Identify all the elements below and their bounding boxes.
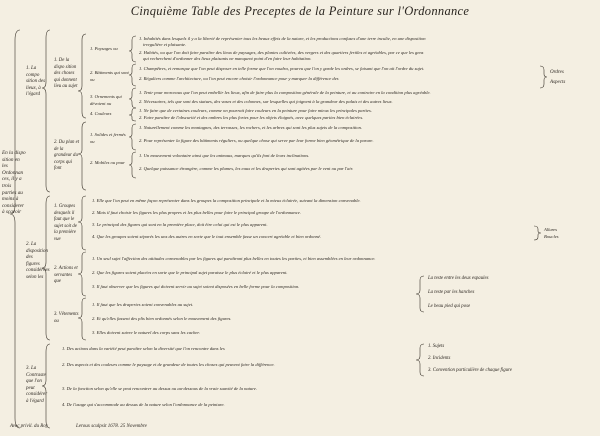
side-note: Aspects (550, 80, 566, 85)
side-note: La teste entre les deux espaules (428, 276, 489, 281)
subsection-2a-label: 1. Groupes desquels il faut que le sujet soit de la première vue (54, 204, 77, 242)
text-line: 1. Inhabités dans lesquels il y a la liberté de représenter tous les beaux effets de la nature, et les productions confuses d'une terre inculte, en une disposition (139, 36, 426, 41)
text-line: qui recherchent d'ordonner des lieux plaisants ne manquent point d'en faire leur habitation. (143, 56, 312, 61)
right-brace (534, 226, 541, 240)
right-brace (416, 344, 424, 376)
item-label: 4. Couleurs (90, 111, 112, 116)
item-brace (129, 152, 136, 178)
item-brace (129, 36, 136, 62)
root-brace (10, 30, 20, 428)
section-1-label: 1. La compo sition des lieux, à l'égard (26, 66, 46, 98)
text-line: 1. Champêtres, et remarque que l'on peut disposer en telle forme que l'on voudra, pourvu que l'on y garde les ordres, se faisant que l'on ait l'ordre du sujet. (139, 66, 425, 71)
text-line: 1. Des actions dans la variété peut paraître selon la diversité que l'on rencontre dans les (62, 346, 225, 351)
item-label: 2. Mobiles ou pour (90, 160, 125, 165)
privilege-note: Avec privil. du Roy (10, 424, 49, 429)
text-line: 3. Le principal des figures qui sont en la première place, doit être celui qui est le plus apparent. (92, 222, 268, 227)
section-2-label: 2. La disposition des figures considérées selon les (26, 242, 50, 280)
page-title: Cinquième Table des Preceptes de la Peinture sur l'Ordonnance (130, 4, 470, 18)
text-line: 2. Et qu'elles fassent des plis bien ordonnés selon le mouvement des figures. (92, 316, 232, 321)
text-line: 3. Elles doivent suivre le naturel des corps sans les cacher. (92, 330, 200, 335)
item-brace (129, 108, 136, 121)
text-line: 2. Habités, ou que l'on doit faire paraître des lieux de paysages, des plantes cultivées, des vergers et des quartiers fertiles et agréables, par ce que les gens (139, 50, 424, 55)
item-brace (129, 64, 136, 86)
side-note: 1. Sujets (428, 344, 445, 349)
item-brace (129, 124, 136, 150)
text-line: 1. Il faut que les draperies soient convenables au sujet. (92, 302, 194, 307)
side-note: 3. Convention particulière de chaque figure (428, 368, 512, 373)
side-note: La teste par les hanches (428, 290, 475, 295)
text-line: 1. Tenir pour morceaux que l'on peut embellir les lieux, afin de faire plus la composition générale de la peinture, et au contraire en la condition plus agréable. (139, 90, 431, 95)
subsection-1a-label: 1. De la dispo sition des choses qui donnent lieu au sujet (54, 58, 78, 90)
text-line: 2. Que les figures soient placées en sorte que le principal sujet paraisse le plus éclairé et le plus apparent. (92, 270, 288, 275)
right-brace (416, 276, 424, 312)
text-line: 1. Naturellement comme les montagnes, des terrasses, les rochers, et les arbres qui sont les plus sujets de la composition. (139, 125, 363, 130)
text-line: 4. Que les groupes soient séparés les uns des autres en sorte que le tout ensemble fasse un concert agréable et bien ordonné. (92, 234, 322, 239)
section-3-label: 3. La Contraste que l'on peut considérer à l'égard (26, 366, 48, 404)
text-line: 1. Un mouvement volontaire ainsi que les animaux, marques qu'ils font de leurs inclinations. (139, 153, 310, 158)
subsection-2b-label: 2. Actions et servantes que (54, 266, 78, 285)
text-line: 1. Ne faire que de certaines couleurs, comme on pourrait faire couleurs en la peinture pour faire mieux les principales parties. (139, 108, 372, 113)
side-note: Le beau pied qui pose (428, 304, 471, 309)
section-1-brace (42, 30, 50, 192)
text-line: 2. Pour représenter la figure des bâtiments réguliers, ou quelque chose qui serve par leur forme bien géométrique de la parure. (139, 138, 374, 143)
item-label: 2. Bâtiments qui sont ou (90, 70, 129, 82)
side-note: Ordres (550, 70, 564, 75)
item-label: 3. Ornements qui dévoient ou (90, 94, 122, 106)
text-line: 2. Des aspects et des couleurs comme le paysage et de grandeur de toutes les choses qui peuvent faire la différence. (62, 362, 275, 367)
text-line: 1. Elle que l'on peut en même façon représenter dans les groupes la composition principale et la mieux éclairée, suivant la dimension convenable. (92, 198, 361, 203)
right-brace (540, 66, 547, 88)
text-line: 2. Faire paraître de l'obscurité et des ombres les plus fortes pour les objets éloignés, avec quelques parties bien éclairées. (139, 115, 364, 120)
item-label: 1. Paysages ou (90, 46, 118, 51)
text-line: 2. Quelque puissance étrangère, comme les plumes, les eaux et les draperies qui sont agitées par le vent ou par l'air. (139, 166, 354, 171)
item-label: 1. Solides et fermés ou (90, 132, 126, 144)
text-line: 2. Réguliers comme l'architecture, ou l'on peut encore choisir l'ordonnance pour y marquer la différence des (139, 76, 339, 81)
text-line: irregulière et plaisante. (143, 42, 187, 47)
subsection-1b-label: 2. Du plan et de la grandeur du corps qui font (54, 140, 80, 172)
text-line: 1. Un seul sujet l'affection des attitudes convenables par les figures qui paraîtront plus belles en toutes les parties, et bien assemblées en leur ordonnance. (92, 256, 376, 261)
root-label: En la dispo sition en les Ordonnan ces, il y a trois parties au moins à considerer à sçavoir (2, 150, 26, 216)
text-line: 3. Il faut observer que les figures qui doivent servir au sujet soient disposées en belle forme pour la composition. (92, 284, 300, 289)
side-note: Allures (544, 227, 558, 232)
text-line: 2. Mais il faut choisir les figures les plus propres et les plus belles pour faire le principal groupe de l'ordonnance. (92, 210, 301, 215)
subsection-2c-label: 3. Vêtements ou (54, 312, 79, 324)
side-note: 2. Incidents (428, 356, 451, 361)
engraver-note: Leroux sculpsit 1678. 25 Novembre (76, 424, 147, 429)
side-note: Boucles (544, 234, 559, 239)
text-line: 3. De la fonction selon qu'elle se peut rencontrer au dessus ou au-dessous de la vraie suavité de la nature. (62, 386, 258, 391)
text-line: 2. Nécessaires, tels que sont des statues, des vases et des colonnes, sur lesquelles qui joignent à la grandeur des palais et des autres lieux. (139, 99, 393, 104)
text-line: 4. De l'usage qui s'accommode au dessus de la nature selon l'ordonnance de la peinture. (62, 402, 225, 407)
item-brace (129, 88, 136, 108)
